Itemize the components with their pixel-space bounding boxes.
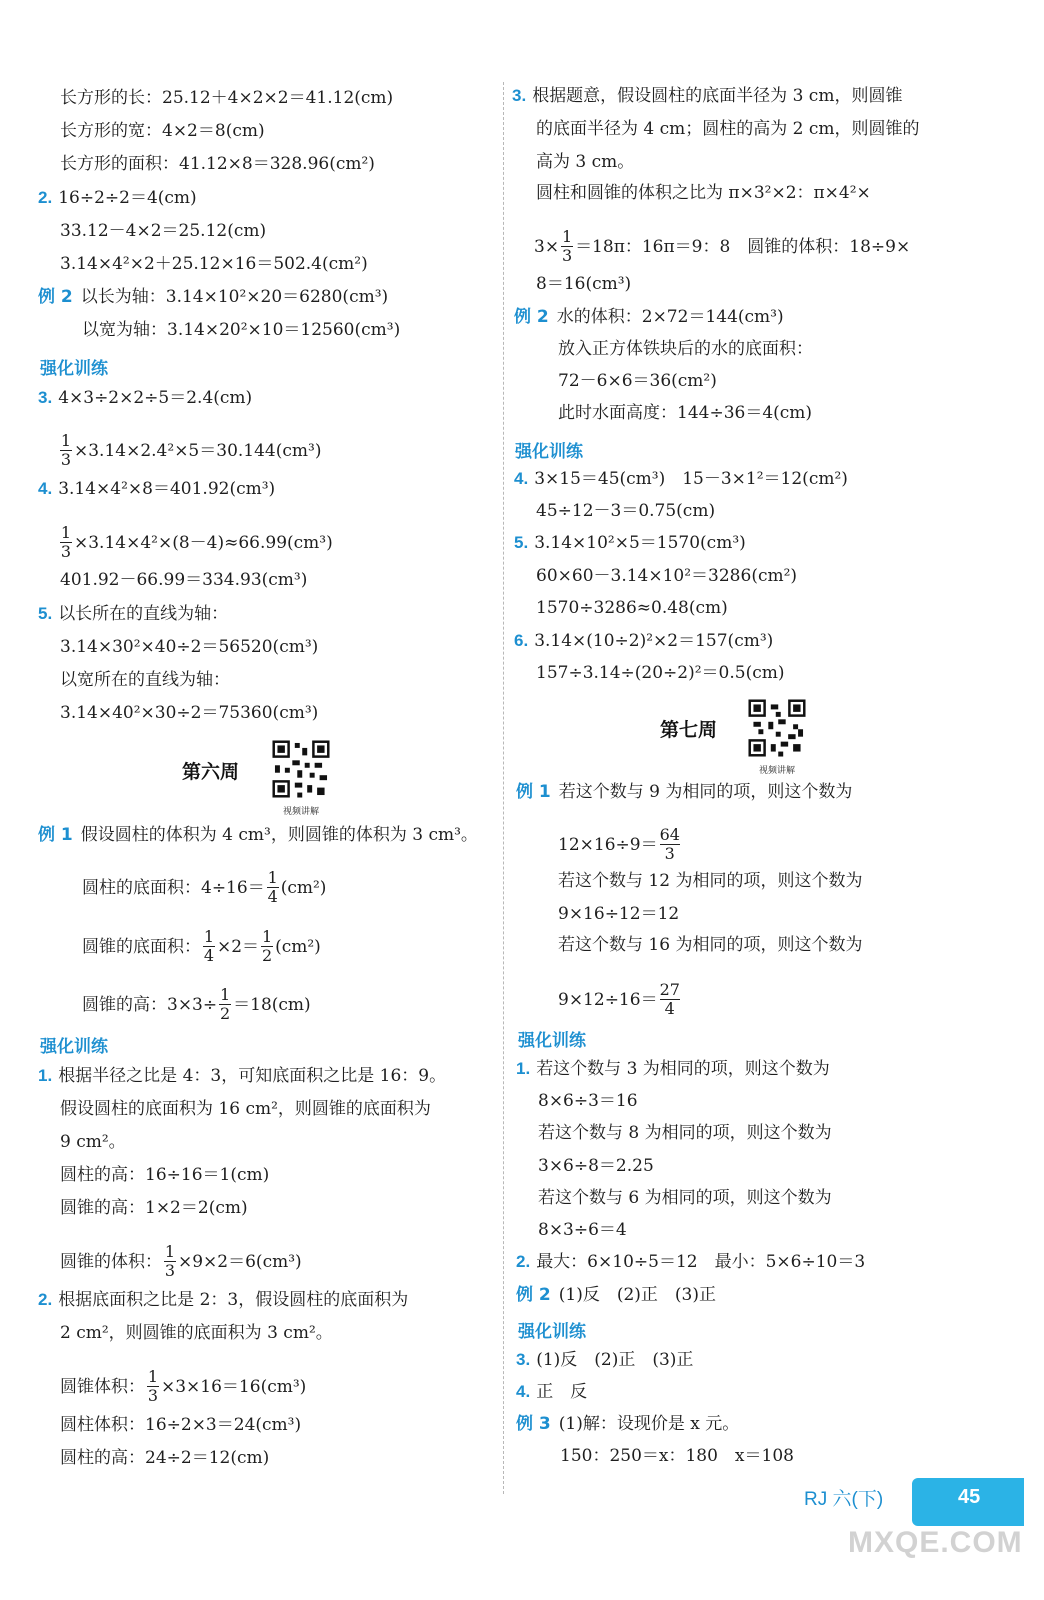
answer-item-2: 2. 16÷2÷2＝4(cm) — [38, 188, 197, 208]
example-label: 例 2 — [514, 307, 549, 327]
answer-line: 圆锥的高：1×2＝2(cm) — [60, 1198, 248, 1218]
section-heading-practice: 强化训练 — [515, 442, 583, 462]
answer-line: 1570÷3286≈0.48(cm) — [536, 598, 728, 618]
example-label: 例 1 — [38, 825, 73, 845]
answer-line: 3×6÷8＝2.25 — [538, 1156, 654, 1176]
answer-line: 假设圆柱的底面积为 16 cm²，则圆锥的底面积为 — [60, 1099, 431, 1119]
answer-line: 401.92－66.99＝334.93(cm³) — [60, 570, 308, 590]
column-divider — [503, 82, 504, 1494]
answer-line: 9 cm²。 — [60, 1132, 126, 1152]
week-title: 第六周 — [182, 761, 240, 783]
item-number: 4. — [38, 479, 53, 498]
answer-line: 圆柱体积：16÷2×3＝24(cm³) — [60, 1415, 302, 1435]
example-label: 例 3 — [516, 1414, 551, 1434]
item-number: 5. — [38, 604, 53, 623]
answer-line: 圆锥的高：3×3÷ $\frac{1}{2}$ ＝18(cm) — [82, 985, 311, 1023]
answer-item-6: 6. 3.14×(10÷2)²×2＝157(cm³) — [514, 631, 774, 651]
example-2: 例 2 水的体积：2×72＝144(cm³) — [514, 307, 784, 327]
section-heading-practice: 强化训练 — [40, 1037, 108, 1057]
fraction: $\frac{27}{4}$ — [659, 980, 680, 1018]
answer-item-3: 3. (1)反 (2)正 (3)正 — [516, 1350, 694, 1370]
answer-line: 圆锥的底面积： $\frac{1}{4}$ ×2＝ $\frac{1}{2}$ (cm²) — [82, 927, 321, 965]
answer-line: 72－6×6＝36(cm²) — [558, 371, 717, 391]
fraction: $\frac{1}{2}$ — [261, 927, 273, 965]
fraction: $\frac{1}{3}$ — [60, 431, 72, 469]
answer-line: 长方形的面积：41.12×8＝328.96(cm²) — [60, 154, 375, 174]
answer-line: 圆柱和圆锥的体积之比为 π×3²×2：π×4²× — [536, 183, 871, 203]
answer-line: 若这个数与 6 为相同的项，则这个数为 — [538, 1188, 832, 1208]
answer-line: 若这个数与 8 为相同的项，则这个数为 — [538, 1123, 832, 1143]
example-1: 例 1 若这个数与 9 为相同的项，则这个数为 — [516, 782, 853, 802]
answer-line: 3.14×30²×40÷2＝56520(cm³) — [60, 637, 319, 657]
qr-code-icon[interactable] — [746, 697, 808, 759]
answer-line: 圆柱的底面积：4÷16＝ $\frac{1}{4}$ (cm²) — [82, 868, 327, 906]
example-3: 例 3 (1)解：设现价是 x 元。 — [516, 1414, 740, 1434]
answer-line: 2 cm²，则圆锥的底面积为 3 cm²。 — [60, 1323, 333, 1343]
answer-line: 33.12－4×2＝25.12(cm) — [60, 221, 267, 241]
item-number: 4. — [516, 1382, 531, 1401]
answer-item-4: 4. 3×15＝45(cm³) 15－3×1²＝12(cm²) — [514, 469, 848, 489]
week-title: 第七周 — [660, 719, 718, 741]
answer-line: 3.14×4²×2＋25.12×16＝502.4(cm²) — [60, 254, 368, 274]
answer-line: 157÷3.14÷(20÷2)²＝0.5(cm) — [536, 663, 785, 683]
example-label: 例 1 — [516, 782, 551, 802]
item-number: 1. — [516, 1059, 531, 1078]
answer-line: 150：250＝x：180 x＝108 — [560, 1446, 794, 1466]
answer-line: 8＝16(cm³) — [536, 274, 632, 294]
item-number: 4. — [514, 469, 529, 488]
answer-line: 长方形的宽：4×2＝8(cm) — [60, 121, 265, 141]
answer-line: 放入正方体铁块后的水的底面积： — [558, 339, 813, 359]
answer-line: 8×3÷6＝4 — [538, 1220, 627, 1240]
item-number: 2. — [38, 188, 53, 207]
answer-item-1: 1. 若这个数与 3 为相同的项，则这个数为 — [516, 1059, 830, 1079]
answer-item-4: 4. 正 反 — [516, 1382, 588, 1402]
item-number: 2. — [38, 1290, 53, 1309]
answer-line: 的底面半径为 4 cm；圆柱的高为 2 cm，则圆锥的 — [536, 119, 920, 139]
answer-line: $\frac{1}{3}$ ×3.14×4²×(8－4)≈66.99(cm³) — [60, 523, 333, 561]
item-number: 6. — [514, 631, 529, 650]
fraction: $\frac{1}{2}$ — [220, 985, 231, 1023]
fraction: $\frac{1}{4}$ — [267, 868, 278, 906]
item-number: 2. — [516, 1252, 531, 1271]
answer-line: 若这个数与 16 为相同的项，则这个数为 — [558, 935, 863, 955]
answer-line: 9×12÷16＝ $\frac{27}{4}$ — [558, 980, 680, 1018]
fraction: $\frac{1}{4}$ — [203, 927, 215, 965]
answer-item-4: 4. 3.14×4²×8＝401.92(cm³) — [38, 479, 276, 499]
qr-caption: 视频讲解 — [758, 766, 795, 776]
answer-line: $\frac{1}{3}$ ×3.14×2.4²×5＝30.144(cm³) — [60, 431, 322, 469]
answer-line: 若这个数与 12 为相同的项，则这个数为 — [558, 871, 863, 891]
answer-line: 圆锥的体积： $\frac{1}{3}$ ×9×2＝6(cm³) — [60, 1242, 302, 1280]
answer-line: 8×6÷3＝16 — [538, 1091, 638, 1111]
section-heading-practice: 强化训练 — [518, 1322, 586, 1342]
example-label: 例 2 — [516, 1285, 551, 1305]
page-number: 45 — [958, 1486, 981, 1508]
item-number: 3. — [512, 86, 527, 105]
example-2: 例 2 以长为轴：3.14×10²×20＝6280(cm³) — [38, 287, 389, 307]
answer-line: 12×16÷9＝ $\frac{64}{3}$ — [558, 825, 680, 863]
answer-line: 9×16÷12＝12 — [558, 904, 680, 924]
qr-code-icon[interactable] — [270, 738, 332, 800]
example-label: 例 2 — [38, 287, 73, 307]
watermark: MXQE.COM — [848, 1526, 1023, 1559]
answer-item-2: 2. 最大：6×10÷5＝12 最小：5×6÷10＝3 — [516, 1252, 866, 1272]
answer-line: 以宽为轴：3.14×20²×10＝12560(cm³) — [82, 320, 401, 340]
book-code: RJ 六(下) — [804, 1489, 884, 1510]
answer-line: 以宽所在的直线为轴： — [60, 670, 230, 690]
fraction: $\frac{1}{3}$ — [164, 1242, 176, 1280]
answer-line: 圆柱的高：24÷2＝12(cm) — [60, 1448, 270, 1468]
item-number: 3. — [516, 1350, 531, 1369]
fraction: $\frac{64}{3}$ — [659, 825, 680, 863]
answer-item-1: 1. 根据半径之比是 4：3，可知底面积之比是 16：9。 — [38, 1066, 447, 1086]
section-heading-practice: 强化训练 — [40, 359, 108, 379]
answer-line: 60×60－3.14×10²＝3286(cm²) — [536, 566, 798, 586]
example-1: 例 1 假设圆柱的体积为 4 cm³，则圆锥的体积为 3 cm³。 — [38, 825, 478, 845]
item-number: 3. — [38, 388, 53, 407]
answer-line: 3.14×40²×30÷2＝75360(cm³) — [60, 703, 319, 723]
item-number: 5. — [514, 533, 529, 552]
qr-caption: 视频讲解 — [282, 807, 319, 817]
fraction: $\frac{1}{3}$ — [147, 1367, 159, 1405]
item-number: 1. — [38, 1066, 53, 1085]
answer-line: 高为 3 cm。 — [536, 152, 635, 172]
answer-item-2: 2. 根据底面积之比是 2：3，假设圆柱的底面积为 — [38, 1290, 409, 1310]
example-2: 例 2 (1)反 (2)正 (3)正 — [516, 1285, 716, 1305]
answer-item-3: 3. 4×3÷2×2÷5＝2.4(cm) — [38, 388, 253, 408]
answer-line: 45÷12－3＝0.75(cm) — [536, 501, 716, 521]
answer-item-5: 5. 3.14×10²×5＝1570(cm³) — [514, 533, 746, 553]
answer-line: 3× $\frac{1}{3}$ ＝18π：16π＝9：8 圆锥的体积：18÷9× — [534, 227, 911, 265]
answer-item-3: 3. 根据题意，假设圆柱的底面半径为 3 cm，则圆锥 — [512, 86, 903, 106]
answer-item-5: 5. 以长所在的直线为轴： — [38, 604, 229, 624]
answer-line: 圆柱的高：16÷16＝1(cm) — [60, 1165, 270, 1185]
answer-line: 长方形的长：25.12＋4×2×2＝41.12(cm) — [60, 88, 394, 108]
answer-line: 圆锥体积： $\frac{1}{3}$ ×3×16＝16(cm³) — [60, 1367, 307, 1405]
answer-line: 此时水面高度：144÷36＝4(cm) — [558, 403, 813, 423]
section-heading-practice: 强化训练 — [518, 1031, 586, 1051]
fraction: $\frac{1}{3}$ — [561, 227, 573, 265]
fraction: $\frac{1}{3}$ — [60, 523, 72, 561]
